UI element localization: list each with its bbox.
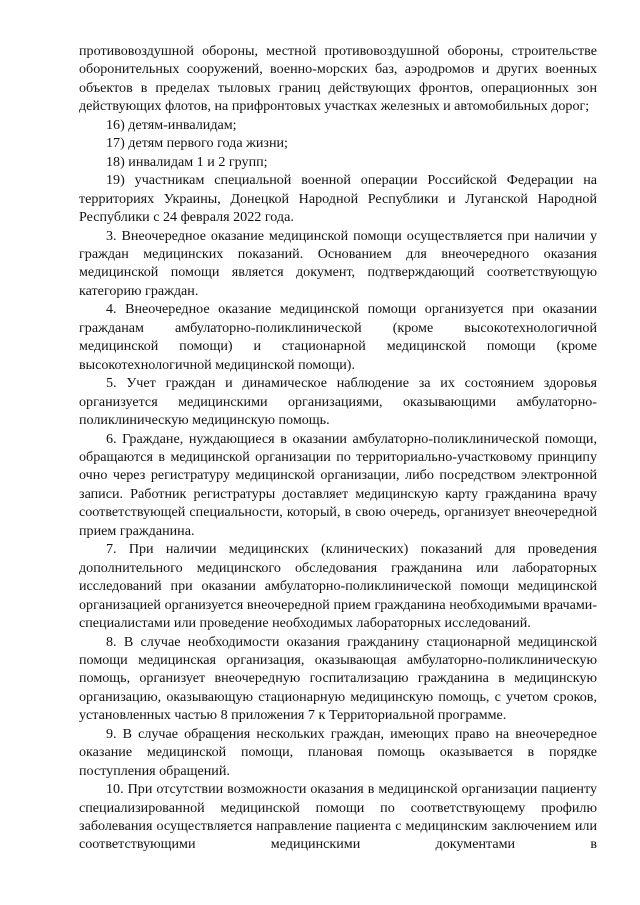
paragraph-9: 9. В случае обращения нескольких граждан, имеющих право на внеочередное оказание медицинской помощи, плановая помощь оказывается в порядке поступления обращений. (79, 725, 597, 779)
paragraph-3: 3. Внеочередное оказание медицинской помощи осуществляется при наличии у граждан медицинских показаний. Основанием для внеочередного оказания медицинской помощи является документ, подтверждающий соответствующую категорию граждан. (79, 227, 597, 299)
paragraph-5: 5. Учет граждан и динамическое наблюдение за их состоянием здоровья организуется медицинскими организациями, оказывающими амбулаторно-поликлиническую медицинскую помощь. (79, 375, 597, 429)
list-item-19: 19) участникам специальной военной операции Российской Федерации на территориях Украины, Донецкой Народной Республики и Луганской Народной Республики с 24 февраля 2022 года. (79, 172, 597, 226)
list-item-18: 18) инвалидам 1 и 2 групп; (106, 153, 268, 170)
paragraph-8: 8. В случае необходимости оказания гражданину стационарной медицинской помощи медицинская организация, оказывающая амбулаторно-поликлиническую помощь, организует внеочередную госпитализацию гражданина в медицинскую организацию, оказывающую стационарную медицинскую помощь, с учетом сроков, установленных частью 8 приложения 7 к Территориальной программе. (79, 633, 597, 724)
paragraph-4: 4. Внеочередное оказание медицинской помощи организуется при оказании гражданам амбулаторно-поликлинической (кроме высокотехнологичной медицинской помощи) и стационарной медицинской помощи (кроме высокотехнологичной медицинской помощи). (79, 301, 597, 373)
document-body (79, 42, 597, 854)
paragraph-6: 6. Граждане, нуждающиеся в оказании амбулаторно-поликлинической помощи, обращаются в медицинской организации по территориально-участковому принципу очно через регистратуру медицинской организации, либо посредством электронной записи. Работник регистратуры доставляет медицинскую карту гражданина врачу соответствующей специальности, который, в свою очередь, организует внеочередной прием гражданина. (79, 430, 597, 539)
list-item-16: 16) детям-инвалидам; (106, 116, 237, 133)
paragraph-7: 7. При наличии медицинских (клинических) показаний для проведения дополнительного медицинского обследования гражданина или лабораторных исследований при оказании амбулаторно-поликлинической помощи медицинской организацией организуется внеочередной прием гражданина необходимыми врачами-специалистами или проведение необходимых лабораторных исследований. (79, 541, 597, 632)
paragraph-10: 10. При отсутствии возможности оказания в медицинской организации пациенту специализированной медицинской помощи по соответствующему профилю заболевания осуществляется направление пациента с медицинским заключением или соответствующими медицинскими документами в (79, 781, 597, 853)
paragraph-continuation: противовоздушной обороны, местной противовоздушной обороны, строительстве оборонительных сооружений, военно-морских баз, аэродромов и других военных объектов в пределах тыловых границ действующих фронтов, операционных зон действующих флотов, на прифронтовых участках железных и автомобильных дорог; (79, 43, 597, 115)
list-item-17: 17) детям первого года жизни; (106, 135, 288, 152)
